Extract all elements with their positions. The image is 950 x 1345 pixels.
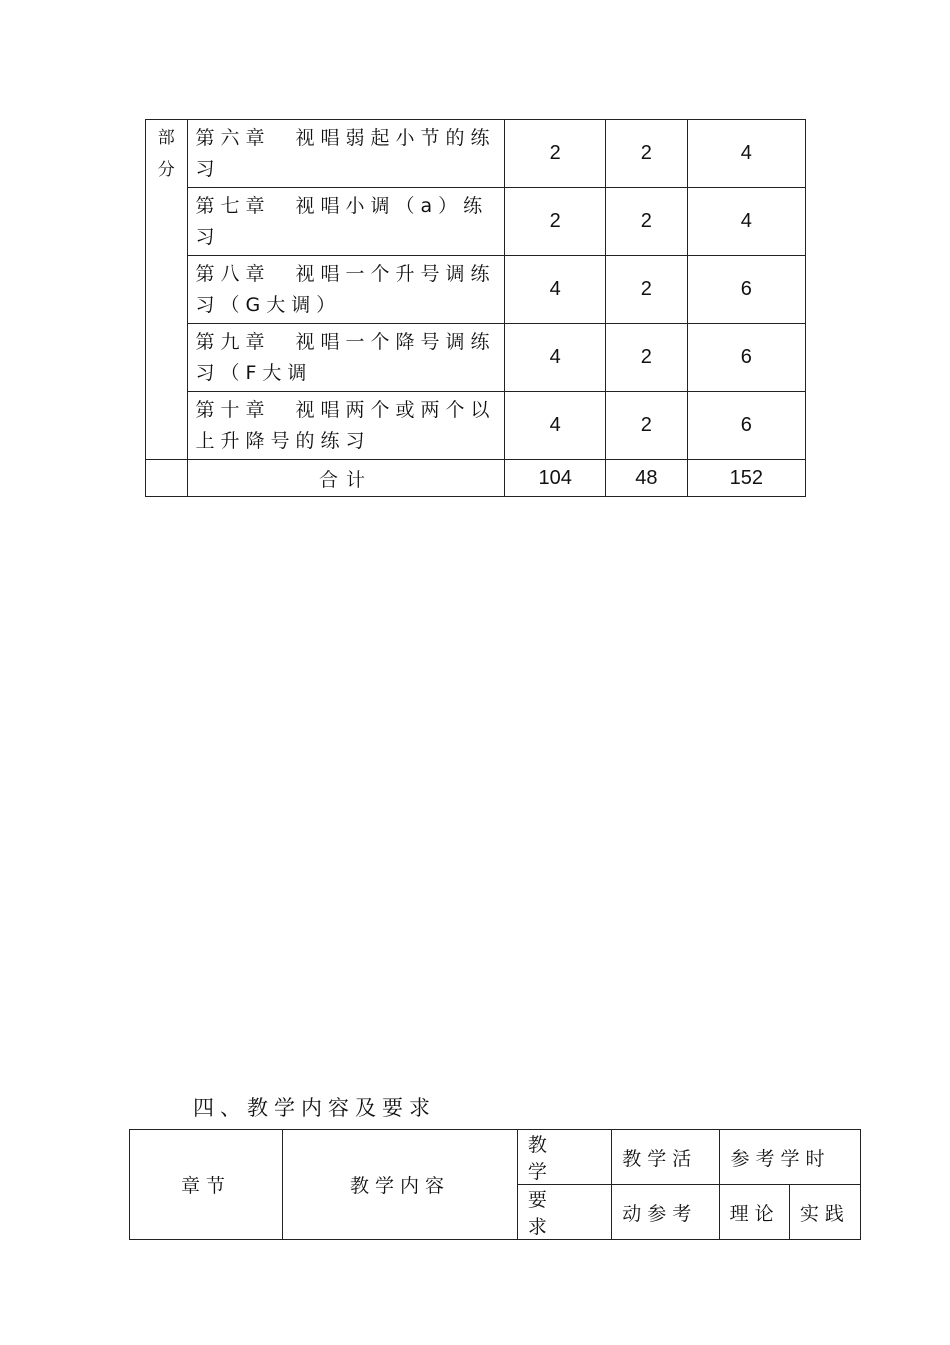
practice-hours: 2: [605, 256, 687, 324]
part-label: 部 分: [157, 128, 175, 180]
practice-hours: 2: [605, 324, 687, 392]
practice-hours: 2: [605, 120, 687, 188]
chapter-cell: 第八章 视唱一个升号调练习（G大调）: [187, 256, 505, 324]
practice-hours: 2: [605, 188, 687, 256]
theory-hours: 4: [505, 256, 606, 324]
header-requirement-top: 教 学: [517, 1130, 611, 1185]
table-row: [146, 120, 806, 188]
total-hours: 6: [687, 324, 805, 392]
header-row: [130, 1130, 861, 1185]
theory-hours: 4: [505, 392, 606, 460]
theory-hours: 2: [505, 120, 606, 188]
hours-table: [145, 119, 806, 497]
header-activity-top: 教学活: [612, 1130, 720, 1185]
table-row: [146, 188, 806, 256]
chapter-cell: 第七章 视唱小调（a）练习: [187, 188, 505, 256]
total-hours: 4: [687, 188, 805, 256]
table-row: [146, 392, 806, 460]
header-reference-hours: 参考学时: [720, 1130, 861, 1185]
total-row: [146, 460, 806, 497]
header-activity-bottom: 动参考: [612, 1185, 720, 1240]
total-practice: 48: [605, 460, 687, 497]
chapter-cell: 第十章 视唱两个或两个以上升降号的练习: [187, 392, 505, 460]
header-practice: 实践: [789, 1185, 860, 1240]
header-theory: 理论: [720, 1185, 789, 1240]
chapter-cell: 第六章 视唱弱起小节的练习: [187, 120, 505, 188]
header-content: 教学内容: [283, 1130, 518, 1240]
part-label-cell: [146, 120, 188, 460]
total-hours: 4: [687, 120, 805, 188]
section-heading: 四、教学内容及要求: [193, 1096, 436, 1120]
total-hours: 6: [687, 256, 805, 324]
chapter-cell: 第九章 视唱一个降号调练习（F大调: [187, 324, 505, 392]
empty-cell: [146, 460, 188, 497]
practice-hours: 2: [605, 392, 687, 460]
theory-hours: 2: [505, 188, 606, 256]
table-row: [146, 256, 806, 324]
theory-hours: 4: [505, 324, 606, 392]
content-table: [129, 1129, 861, 1240]
total-hours: 6: [687, 392, 805, 460]
table-row: [146, 324, 806, 392]
header-chapter: 章节: [130, 1130, 283, 1240]
total-sum: 152: [687, 460, 805, 497]
total-label: 合计: [187, 460, 505, 497]
header-requirement-bottom: 要 求: [517, 1185, 611, 1240]
total-theory: 104: [505, 460, 606, 497]
